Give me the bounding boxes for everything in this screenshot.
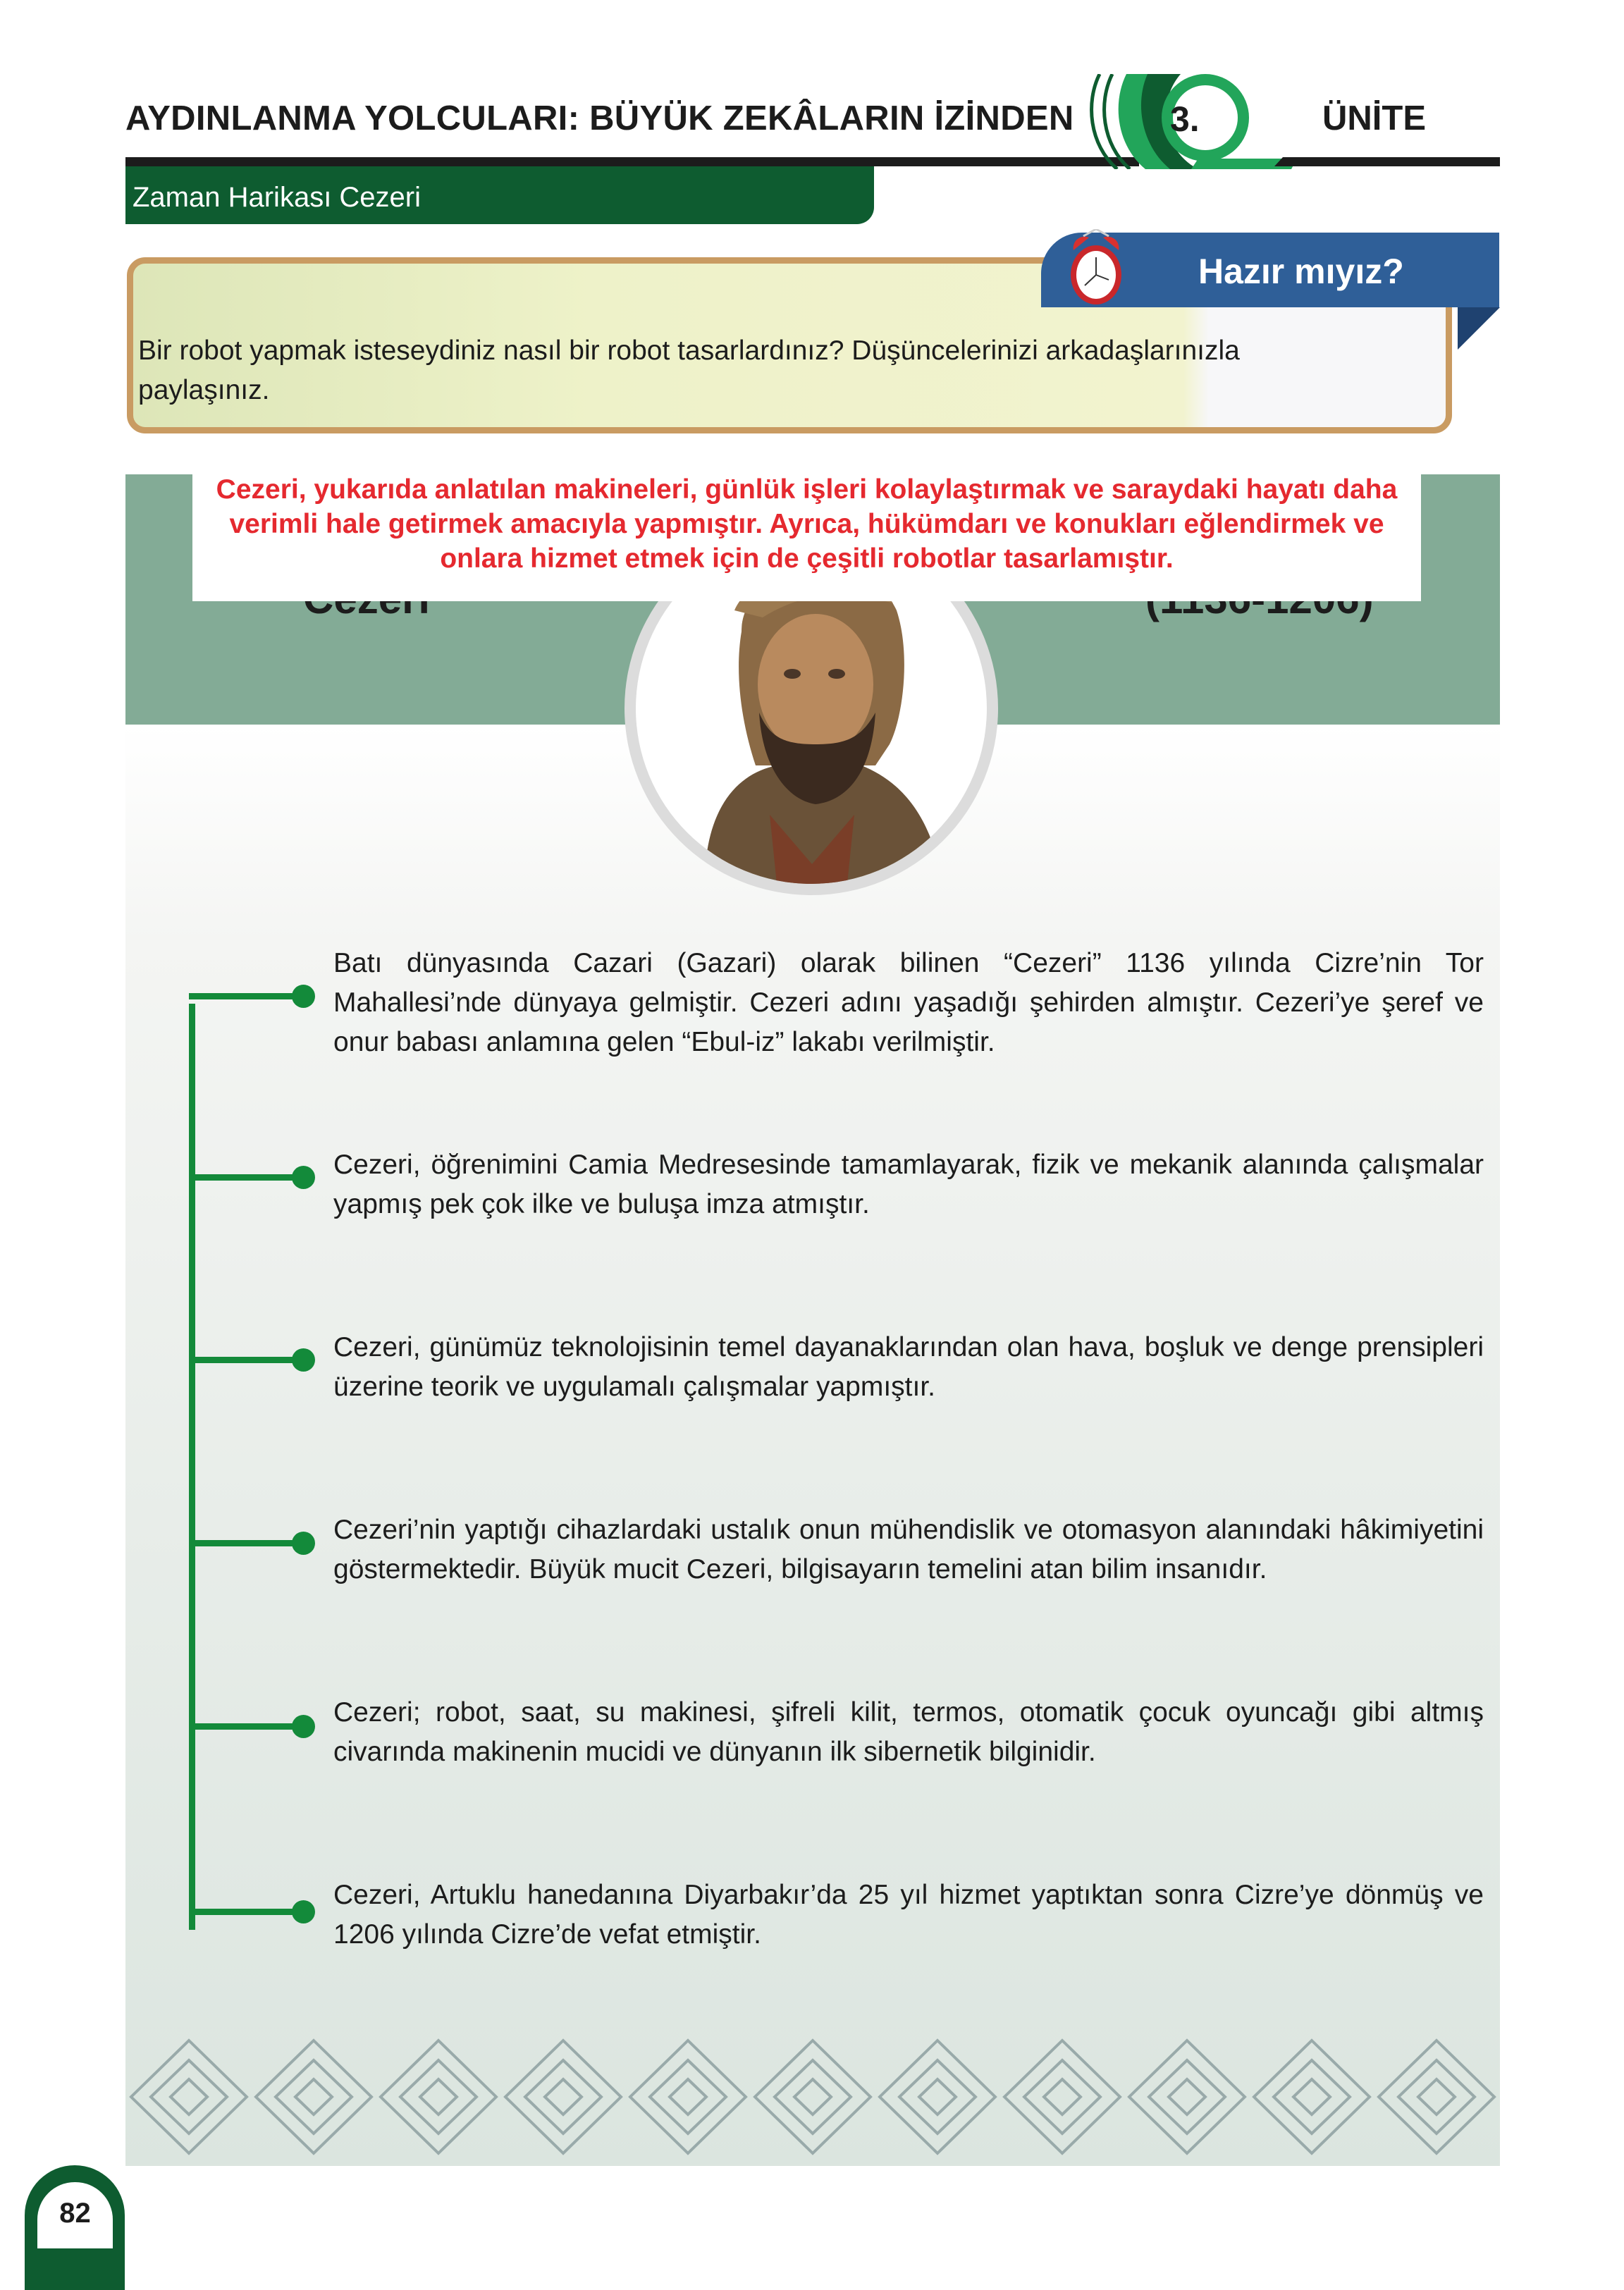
timeline-item: Cezeri, günümüz teknolojisinin temel dayanaklarından olan hava, boşluk ve denge prensipleri üzerine teorik ve uygulamalı çalışmalar yapmıştır. bbox=[333, 1332, 1484, 1402]
timeline-dot bbox=[292, 1900, 315, 1923]
timeline-connector bbox=[189, 993, 302, 999]
timeline-spine bbox=[189, 1004, 195, 1930]
timeline-connector bbox=[189, 1909, 302, 1915]
unit-title: AYDINLANMA YOLCULARI: BÜYÜK ZEKÂLARIN İZİNDEN bbox=[125, 99, 1074, 137]
timeline-item: Cezeri’nin yaptığı cihazlardaki ustalık onun mühendislik ve otomasyon alanındaki hâkimiyetini göstermektedir. Büyük mucit Cezeri, bilgisayarın temelini atan bilim insanıdır. bbox=[333, 1515, 1484, 1584]
annotation-note-text: Cezeri, yukarıda anlatılan makineleri, günlük işleri kolaylaştırmak ve saraydaki hayatı daha verimli hale getirmek amacıyla yapmıştır. Ayrıca, hükümdarı ve konukları eğlendirmek ve onlara hizmet etmek için de çeşitli robotlar tasarlamıştır. bbox=[216, 474, 1398, 574]
timeline-connector bbox=[189, 1723, 302, 1730]
diamond-ornament-row bbox=[127, 2037, 1501, 2157]
timeline-dot bbox=[292, 1348, 315, 1372]
ready-title: Hazır mıyız? bbox=[1198, 252, 1404, 291]
header-rule-right bbox=[1274, 157, 1500, 166]
timeline-connector bbox=[189, 1357, 302, 1363]
ready-question-text: Bir robot yapmak isteseydiniz nasıl bir robot tasarlardınız? Düşüncelerinizi arkadaşlarınızla paylaşınız. bbox=[138, 336, 1240, 405]
timeline-dot bbox=[292, 1715, 315, 1738]
timeline-dot bbox=[292, 1166, 315, 1189]
timeline-connector bbox=[189, 1174, 302, 1181]
timeline-item: Cezeri, Artuklu hanedanına Diyarbakır’da 25 yıl hizmet yaptıktan sonra Cizre’ye dönmüş ve 1206 yılında Cizre’de vefat etmiştir. bbox=[333, 1880, 1484, 1950]
timeline-dot bbox=[292, 985, 315, 1008]
timeline-dot bbox=[292, 1532, 315, 1555]
timeline-item: Cezeri, öğrenimini Camia Medresesinde tamamlayarak, fizik ve mekanik alanında çalışmalar yapmış pek çok ilke ve buluşa imza atmıştır. bbox=[333, 1150, 1484, 1219]
alarm-clock-icon bbox=[1068, 229, 1124, 307]
timeline-item: Batı dünyasında Cazari (Gazari) olarak bilinen “Cezeri” 1136 yılında Cizre’nin Tor Mahallesi’nde dünyaya gelmiştir. Cezeri adını yaşadığı şehirden almıştır. Cezeri’ye şeref ve onur babası anlamına gelen “Ebul-iz” lakabı verilmiştir. bbox=[333, 948, 1484, 1057]
annotation-note bbox=[192, 471, 1421, 601]
unit-number: 3. bbox=[1170, 99, 1200, 139]
section-title: Zaman Harikası Cezeri bbox=[133, 182, 422, 213]
timeline-connector bbox=[189, 1540, 302, 1546]
header-rule-left bbox=[125, 157, 1139, 166]
ribbon-fold bbox=[1458, 307, 1500, 350]
section-title-tab bbox=[125, 166, 874, 224]
page-number: 82 bbox=[59, 2198, 91, 2229]
unit-label: ÜNİTE bbox=[1322, 99, 1426, 137]
timeline-item: Cezeri; robot, saat, su makinesi, şifreli kilit, termos, otomatik çocuk oyuncağı gibi altmış civarında makinenin mucidi ve dünyanın ilk sibernetik bilginidir. bbox=[333, 1697, 1484, 1767]
